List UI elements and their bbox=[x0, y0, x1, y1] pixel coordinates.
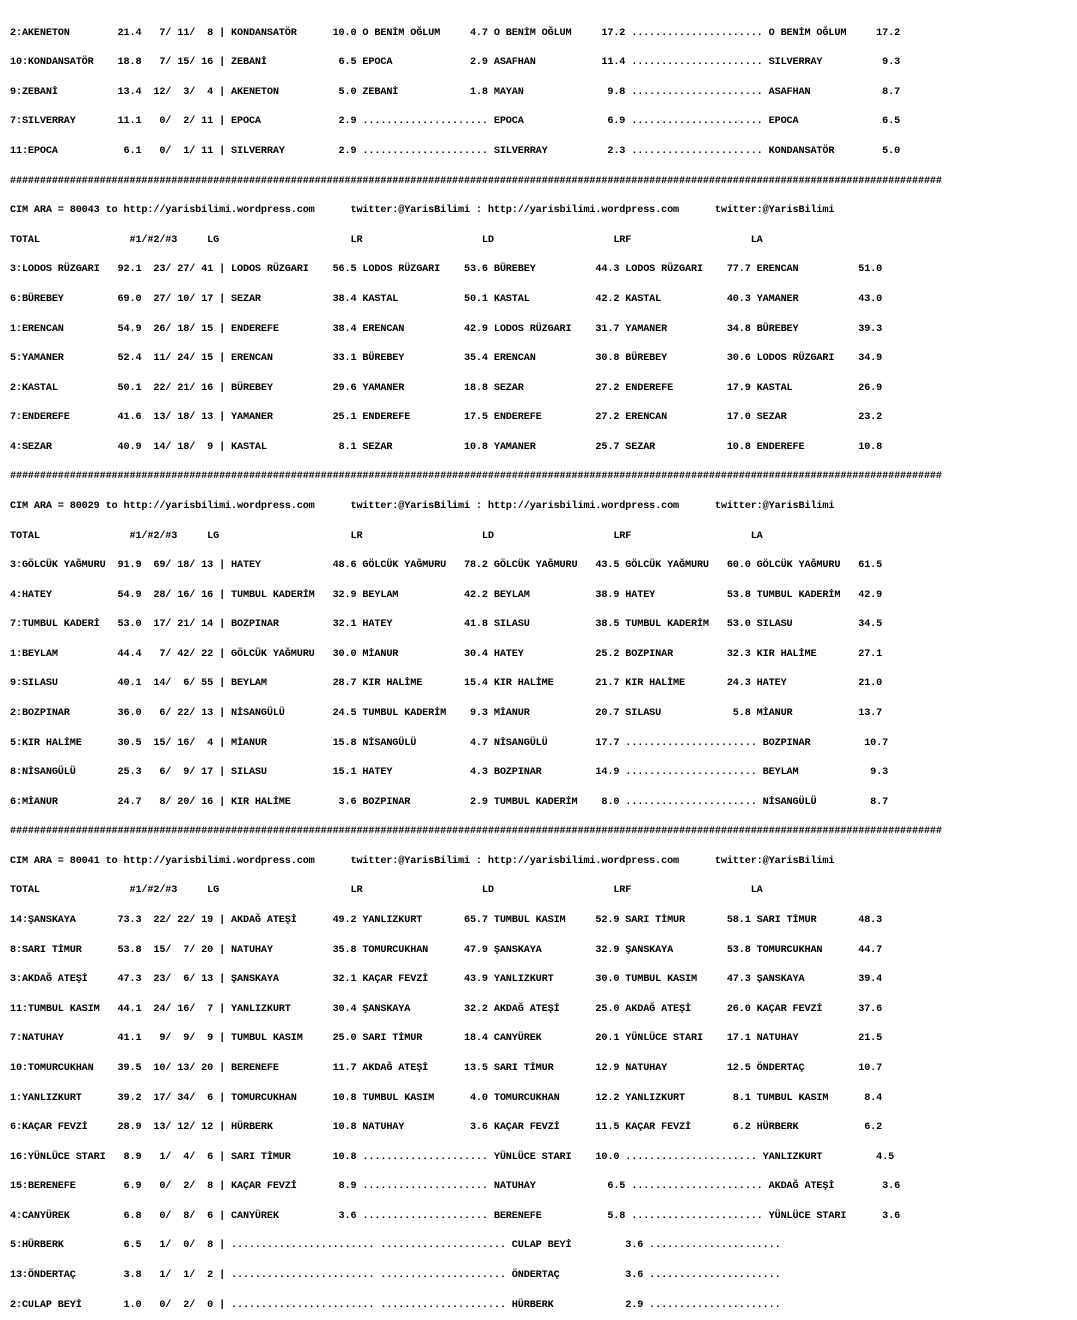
report-line: 5:KIR HALİME 30.5 15/ 16/ 4 | MİANUR 15.8 NİSANGÜLÜ 4.7 NİSANGÜLÜ 17.7 ...................... BOZPINAR 10.7 bbox=[10, 737, 889, 749]
report-line: 2:AKENETON 21.4 7/ 11/ 8 | KONDANSATÖR 10.0 O BENİM OĞLUM 4.7 O BENİM OĞLUM 17.2 ...................... O BENİM OĞLUM 17.2 bbox=[10, 27, 901, 39]
report-line: 10:KONDANSATÖR 18.8 7/ 15/ 16 | ZEBANİ 6.5 EPOCA 2.9 ASAFHAN 11.4 ...................... SILVERRAY 9.3 bbox=[10, 57, 901, 69]
report-line: 2:CULAP BEYİ 1.0 0/ 2/ 0 | ........................ ..................... HÜRBERK 2.9 ...................... bbox=[10, 1299, 781, 1311]
separator-line: ############################################################################################################################################################ bbox=[10, 175, 942, 187]
race-header: CIM ARA = 80041 to http://yarisbilimi.wordpress.com twitter:@YarisBilimi : http://yarisbilimi.wordpress.com twitter:@YarisBilimi bbox=[10, 855, 835, 867]
report-line: 7:SILVERRAY 11.1 0/ 2/ 11 | EPOCA 2.9 ..................... EPOCA 6.9 ...................... EPOCA 6.5 bbox=[10, 116, 901, 128]
report-line: 7:NATUHAY 41.1 9/ 9/ 9 | TUMBUL KASIM 25.0 SARI TİMUR 18.4 CANYÜREK 20.1 YÜNLÜCE STARI 17.1 NATUHAY 21.5 bbox=[10, 1033, 883, 1045]
report-line: 2:BOZPINAR 36.0 6/ 22/ 13 | NİSANGÜLÜ 24.5 TUMBUL KADERİM 9.3 MİANUR 20.7 SILASU 5.8 MİANUR 13.7 bbox=[10, 708, 883, 720]
report-line: 16:YÜNLÜCE STARI 8.9 1/ 4/ 6 | SARI TİMUR 10.8 ..................... YÜNLÜCE STARI 10.0 ...................... YANLIZKURT 4.5 bbox=[10, 1151, 895, 1163]
report-line: 1:ERENCAN 54.9 26/ 18/ 15 | ENDEREFE 38.4 ERENCAN 42.9 LODOS RÜZGARI 31.7 YAMANER 34.8 BÜREBEY 39.3 bbox=[10, 323, 883, 335]
column-header: TOTAL #1/#2/#3 LG LR LD LRF LA bbox=[10, 234, 763, 246]
race-header: CIM ARA = 80029 to http://yarisbilimi.wordpress.com twitter:@YarisBilimi : http://yarisbilimi.wordpress.com twitter:@YarisBilimi bbox=[10, 500, 835, 512]
report-line: 5:HÜRBERK 6.5 1/ 0/ 8 | ........................ ..................... CULAP BEYİ 3.6 ...................... bbox=[10, 1240, 781, 1252]
report-line: 1:BEYLAM 44.4 7/ 42/ 22 | GÖLCÜK YAĞMURU 30.0 MİANUR 30.4 HATEY 25.2 BOZPINAR 32.3 KIR HALİME 27.1 bbox=[10, 648, 883, 660]
report-line: 15:BERENEFE 6.9 0/ 2/ 8 | KAÇAR FEVZİ 8.9 ..................... NATUHAY 6.5 ...................... AKDAĞ ATEŞİ 3.6 bbox=[10, 1181, 901, 1193]
column-header: TOTAL #1/#2/#3 LG LR LD LRF LA bbox=[10, 885, 763, 897]
report-line: 4:HATEY 54.9 28/ 16/ 16 | TUMBUL KADERİM 32.9 BEYLAM 42.2 BEYLAM 38.9 HATEY 53.8 TUMBUL KADERİM 42.9 bbox=[10, 589, 883, 601]
report-line: 8:SARI TİMUR 53.8 15/ 7/ 20 | NATUHAY 35.8 TOMURCUKHAN 47.9 ŞANSKAYA 32.9 ŞANSKAYA 53.8 TOMURCUKHAN 44.7 bbox=[10, 944, 883, 956]
report-line: 9:ZEBANİ 13.4 12/ 3/ 4 | AKENETON 5.0 ZEBANİ 1.8 MAYAN 9.8 ...................... ASAFHAN 8.7 bbox=[10, 86, 901, 98]
report-line: 5:YAMANER 52.4 11/ 24/ 15 | ERENCAN 33.1 BÜREBEY 35.4 ERENCAN 30.8 BÜREBEY 30.6 LODOS RÜZGARI 34.9 bbox=[10, 353, 883, 365]
separator-line: ############################################################################################################################################################ bbox=[10, 471, 942, 483]
report-line: 11:TUMBUL KASIM 44.1 24/ 16/ 7 | YANLIZKURT 30.4 ŞANSKAYA 32.2 AKDAĞ ATEŞİ 25.0 AKDAĞ ATEŞİ 26.0 KAÇAR FEVZİ 37.6 bbox=[10, 1003, 883, 1015]
race-header: CIM ARA = 80043 to http://yarisbilimi.wordpress.com twitter:@YarisBilimi : http://yarisbilimi.wordpress.com twitter:@YarisBilimi bbox=[10, 205, 835, 217]
report-line: 13:ÖNDERTAÇ 3.8 1/ 1/ 2 | ........................ ..................... ÖNDERTAÇ 3.6 ...................... bbox=[10, 1270, 781, 1281]
report-line: 9:SILASU 40.1 14/ 6/ 55 | BEYLAM 28.7 KIR HALİME 15.4 KIR HALİME 21.7 KIR HALİME 24.3 HATEY 21.0 bbox=[10, 678, 883, 690]
report-line: 8:NİSANGÜLÜ 25.3 6/ 9/ 17 | SILASU 15.1 HATEY 4.3 BOZPINAR 14.9 ...................... BEYLAM 9.3 bbox=[10, 767, 889, 779]
column-header: TOTAL #1/#2/#3 LG LR LD LRF LA bbox=[10, 530, 763, 542]
report-line: 4:CANYÜREK 6.8 0/ 8/ 6 | CANYÜREK 3.6 ..................... BERENEFE 5.8 ...................... YÜNLÜCE STARI 3.6 bbox=[10, 1210, 901, 1222]
report-line: 6:BÜREBEY 69.0 27/ 10/ 17 | SEZAR 38.4 KASTAL 50.1 KASTAL 42.2 KASTAL 40.3 YAMANER 43.0 bbox=[10, 293, 883, 305]
separator-line: ############################################################################################################################################################ bbox=[10, 826, 942, 838]
report-line: 7:ENDEREFE 41.6 13/ 18/ 13 | YAMANER 25.1 ENDEREFE 17.5 ENDEREFE 27.2 ERENCAN 17.0 SEZAR 23.2 bbox=[10, 412, 883, 424]
report-line: 2:KASTAL 50.1 22/ 21/ 16 | BÜREBEY 29.6 YAMANER 18.8 SEZAR 27.2 ENDEREFE 17.9 KASTAL 26.9 bbox=[10, 382, 883, 394]
report-line: 1:YANLIZKURT 39.2 17/ 34/ 6 | TOMURCUKHAN 10.8 TUMBUL KASIM 4.0 TOMURCUKHAN 12.2 YANLIZKURT 8.1 TUMBUL KASIM 8.4 bbox=[10, 1092, 883, 1104]
report-line: 10:TOMURCUKHAN 39.5 10/ 13/ 20 | BERENEFE 11.7 AKDAĞ ATEŞİ 13.5 SARI TİMUR 12.9 NATUHAY 12.5 ÖNDERTAÇ 10.7 bbox=[10, 1062, 883, 1074]
report-line: 6:KAÇAR FEVZİ 28.9 13/ 12/ 12 | HÜRBERK 10.8 NATUHAY 3.6 KAÇAR FEVZİ 11.5 KAÇAR FEVZİ 6.2 HÜRBERK 6.2 bbox=[10, 1122, 883, 1134]
report-line: 6:MİANUR 24.7 8/ 20/ 16 | KIR HALİME 3.6 BOZPINAR 2.9 TUMBUL KADERİM 8.0 ...................... NİSANGÜLÜ 8.7 bbox=[10, 796, 889, 808]
race-analysis-report bbox=[10, 9, 942, 1320]
report-line: 4:SEZAR 40.9 14/ 18/ 9 | KASTAL 8.1 SEZAR 10.8 YAMANER 25.7 SEZAR 10.8 ENDEREFE 10.8 bbox=[10, 441, 883, 453]
report-line: 3:LODOS RÜZGARI 92.1 23/ 27/ 41 | LODOS RÜZGARI 56.5 LODOS RÜZGARI 53.6 BÜREBEY 44.3 LODOS RÜZGARI 77.7 ERENCAN 51.0 bbox=[10, 264, 883, 276]
report-line: 7:TUMBUL KADERİ 53.0 17/ 21/ 14 | BOZPINAR 32.1 HATEY 41.8 SILASU 38.5 TUMBUL KADERİM 53.0 SILASU 34.5 bbox=[10, 619, 883, 631]
report-line: 3:AKDAĞ ATEŞİ 47.3 23/ 6/ 13 | ŞANSKAYA 32.1 KAÇAR FEVZİ 43.9 YANLIZKURT 30.0 TUMBUL KASIM 47.3 ŞANSKAYA 39.4 bbox=[10, 974, 883, 986]
report-line: 3:GÖLCÜK YAĞMURU 91.9 69/ 18/ 13 | HATEY 48.6 GÖLCÜK YAĞMURU 78.2 GÖLCÜK YAĞMURU 43.5 GÖLCÜK YAĞMURU 60.0 GÖLCÜK YAĞMURU 61.5 bbox=[10, 560, 883, 572]
report-line: 11:EPOCA 6.1 0/ 1/ 11 | SILVERRAY 2.9 ..................... SILVERRAY 2.3 ...................... KONDANSATÖR 5.0 bbox=[10, 146, 901, 158]
report-line: 14:ŞANSKAYA 73.3 22/ 22/ 19 | AKDAĞ ATEŞİ 49.2 YANLIZKURT 65.7 TUMBUL KASIM 52.9 SARI TİMUR 58.1 SARI TİMUR 48.3 bbox=[10, 915, 883, 927]
